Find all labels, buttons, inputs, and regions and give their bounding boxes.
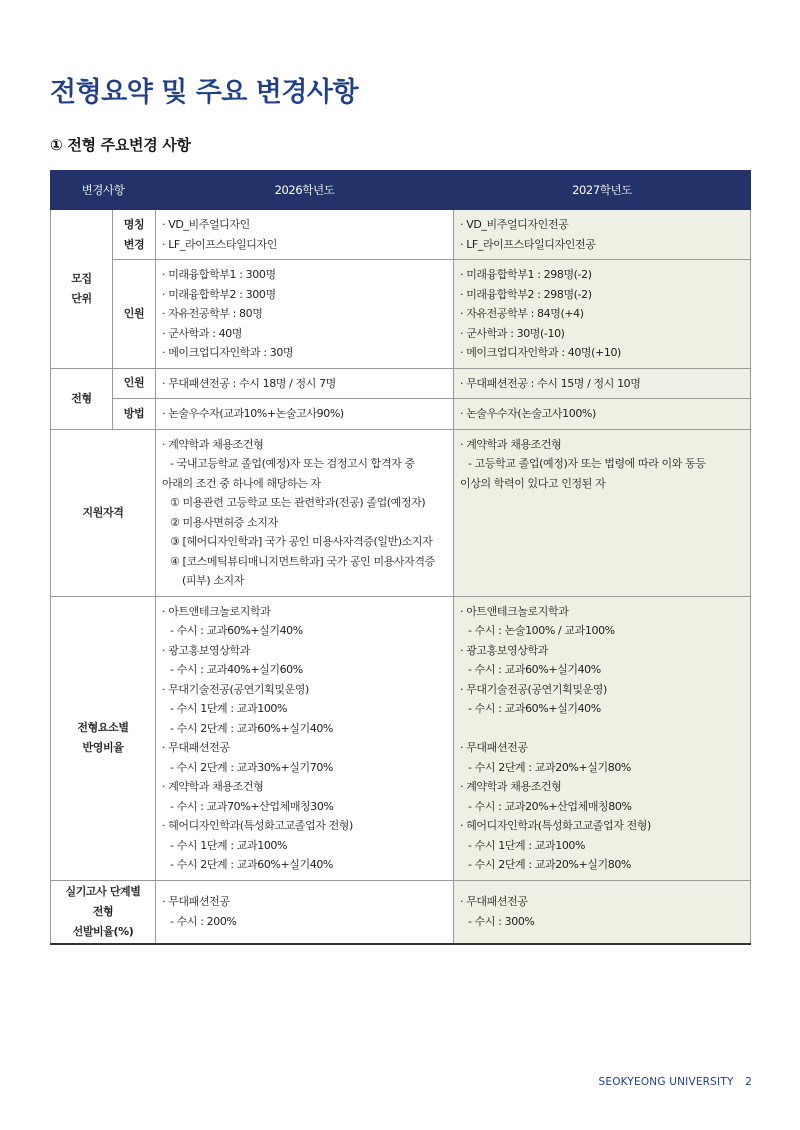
cell-line: · 무대기술전공(공연기획및운영) (162, 682, 309, 696)
cell-line: · 메이크업디자인학과 : 40명(+10) (460, 346, 621, 359)
label-line: 모집 (71, 271, 92, 285)
cell-2027-adm-method (454, 399, 751, 430)
blank-line (460, 719, 746, 739)
cell-line: · 아트앤테크놀로지학과 (460, 604, 569, 618)
cell-line: · 미래융합학부1 : 300명 (162, 268, 276, 281)
cell-line: · 무대패션전공 (460, 741, 528, 754)
cell-line: - 수시 : 200% (170, 914, 237, 928)
cell-line: · 군사학과 : 30명(-10) (460, 326, 565, 340)
group-label-eligibility (51, 429, 156, 596)
cell-2027-name (454, 210, 751, 260)
cell-line: - 국내고등학교 졸업(예정)자 또는 검정고시 합격자 중 (170, 457, 415, 470)
label-line: 실기고사 단계별 (65, 884, 141, 898)
cell-2026-name (156, 210, 454, 260)
label-line: 전형요소별 (77, 721, 129, 734)
label-line: 단위 (71, 291, 92, 305)
cell-2026-adm-quota (156, 368, 454, 399)
cell-line: · VD_비주얼디자인 (162, 218, 250, 231)
table-row (51, 429, 751, 596)
footer-page-number: 2 (745, 1076, 752, 1088)
cell-line: · 계약학과 채용조건형 (162, 780, 264, 793)
cell-line: - 수시 : 교과20%+산업체매칭80% (468, 799, 632, 813)
cell-line: · 광고홍보영상학과 (162, 643, 251, 657)
table-row (51, 596, 751, 880)
label-line: 전형 (92, 904, 114, 918)
changes-table (50, 170, 751, 945)
cell-line: · 미래융합학부1 : 298명(-2) (460, 268, 592, 281)
cell-line: · 무대기술전공(공연기획및운영) (460, 682, 607, 696)
cell-line: - 고등학교 졸업(예정)자 또는 법령에 따라 이와 동등 (468, 457, 706, 470)
cell-line: · 메이크업디자인학과 : 30명 (162, 346, 294, 359)
table-row (51, 260, 751, 369)
group-label-recruit (51, 210, 113, 369)
cell-line: ① 미용관련 고등학교 또는 관련학과(전공) 졸업(예정자) (170, 496, 426, 509)
footer-university: SEOKYEONG UNIVERSITY (598, 1076, 734, 1088)
cell-line: - 수시 1단계 : 교과100% (170, 838, 288, 852)
header-2027: 2027학년도 (454, 171, 751, 210)
cell-line: · 미래융합학부2 : 300명 (162, 287, 276, 301)
group-label-practical (51, 880, 156, 944)
cell-2027-quota (454, 260, 751, 369)
cell-line: - 수시 : 교과70%+산업체매칭30% (170, 799, 334, 813)
cell-2027-ratio (454, 596, 751, 880)
cell-line: · 미래융합학부2 : 298명(-2) (460, 287, 592, 301)
label-line: 변경 (123, 237, 145, 251)
cell-line: · VD_비주얼디자인전공 (460, 218, 569, 231)
table-row (51, 880, 751, 944)
label-line: 방법 (123, 406, 145, 420)
cell-line: · 자유전공학부 : 80명 (162, 307, 263, 320)
header-2026: 2026학년도 (156, 171, 454, 210)
cell-line: 이상의 학력이 있다고 인정된 자 (460, 476, 606, 490)
row-label-quota (113, 260, 156, 369)
label-line: 전형 (71, 391, 92, 405)
cell-line: · 무대패션전공 (460, 895, 528, 908)
cell-2026-ratio (156, 596, 454, 880)
cell-line: - 수시 2단계 : 교과30%+실기70% (170, 760, 333, 774)
header-changes: 변경사항 (51, 171, 156, 210)
footer (591, 1076, 753, 1088)
cell-line: · LF_라이프스타일디자인 (162, 237, 277, 251)
cell-2027-practical (454, 880, 751, 944)
cell-line: · LF_라이프스타일디자인전공 (460, 237, 596, 251)
cell-line: ③ [헤어디자인학과] 국가 공인 미용사자격증(일반)소지자 (170, 535, 433, 548)
row-label-name (113, 210, 156, 260)
cell-line: - 수시 : 교과60%+실기40% (468, 702, 601, 715)
cell-line: · 계약학과 채용조건형 (162, 437, 264, 451)
cell-2027-eligibility (454, 429, 751, 596)
cell-line: · 무대패션전공 (162, 895, 230, 908)
label-line: 인원 (123, 376, 145, 390)
cell-line: · 무대패션전공 (162, 741, 230, 754)
cell-line: · 논술우수자(논술고사100%) (460, 407, 596, 420)
cell-line: - 수시 2단계 : 교과60%+실기40% (170, 858, 333, 871)
cell-line: - 수시 : 300% (468, 914, 535, 928)
group-label-ratio (51, 596, 156, 880)
cell-line: ② 미용사면허증 소지자 (170, 515, 278, 529)
cell-2027-adm-quota (454, 368, 751, 399)
cell-line: ④ [코스메틱뷰티매니지먼트학과] 국가 공인 미용사자격증 (170, 554, 435, 568)
cell-line: · 아트앤테크놀로지학과 (162, 604, 271, 618)
cell-line: · 군사학과 : 40명 (162, 326, 243, 340)
table-row (51, 368, 751, 399)
label-line: 지원자격 (82, 505, 124, 519)
table-row (51, 399, 751, 430)
cell-line: - 수시 1단계 : 교과100% (170, 702, 288, 715)
cell-2026-adm-method (156, 399, 454, 430)
row-label-adm-quota (113, 368, 156, 399)
cell-2026-eligibility (156, 429, 454, 596)
label-line: 인원 (123, 306, 145, 320)
cell-line: - 수시 : 교과60%+실기40% (468, 663, 601, 676)
section-title: ① 전형 주요변경 사항 (50, 136, 191, 154)
cell-2026-quota (156, 260, 454, 369)
label-line: 반영비율 (82, 741, 124, 754)
cell-line: 아래의 조건 중 하나에 해당하는 자 (162, 476, 321, 490)
cell-2026-practical (156, 880, 454, 944)
cell-line: · 자유전공학부 : 84명(+4) (460, 307, 584, 320)
table-header-row (51, 171, 751, 210)
cell-line: - 수시 : 논술100% / 교과100% (468, 624, 615, 637)
cell-line: · 계약학과 채용조건형 (460, 780, 562, 793)
cell-line: · 무대패션전공 : 수시 18명 / 정시 7명 (162, 376, 336, 390)
label-line: 명칭 (123, 217, 145, 231)
label-line: 선발비율(%) (72, 924, 134, 938)
cell-line: - 수시 : 교과40%+실기60% (170, 663, 303, 676)
cell-line: · 무대패션전공 : 수시 15명 / 정시 10명 (460, 376, 641, 390)
cell-line: - 수시 2단계 : 교과60%+실기40% (170, 721, 333, 735)
cell-line: - 수시 1단계 : 교과100% (468, 838, 586, 852)
cell-line: · 헤어디자인학과(특성화고교졸업자 전형) (162, 819, 353, 832)
table-row (51, 210, 751, 260)
cell-line: · 논술우수자(교과10%+논술고사90%) (162, 407, 344, 420)
group-label-admission (51, 368, 113, 429)
cell-line: - 수시 2단계 : 교과20%+실기80% (468, 858, 631, 871)
cell-line: · 헤어디자인학과(특성화고교졸업자 전형) (460, 819, 651, 832)
cell-line: - 수시 : 교과60%+실기40% (170, 624, 303, 637)
cell-line: · 계약학과 채용조건형 (460, 437, 562, 451)
cell-line: · 광고홍보영상학과 (460, 643, 549, 657)
page-title: 전형요약 및 주요 변경사항 (50, 77, 359, 108)
cell-line: (피부) 소지자 (182, 574, 245, 587)
cell-line: - 수시 2단계 : 교과20%+실기80% (468, 760, 631, 774)
row-label-adm-method (113, 399, 156, 430)
